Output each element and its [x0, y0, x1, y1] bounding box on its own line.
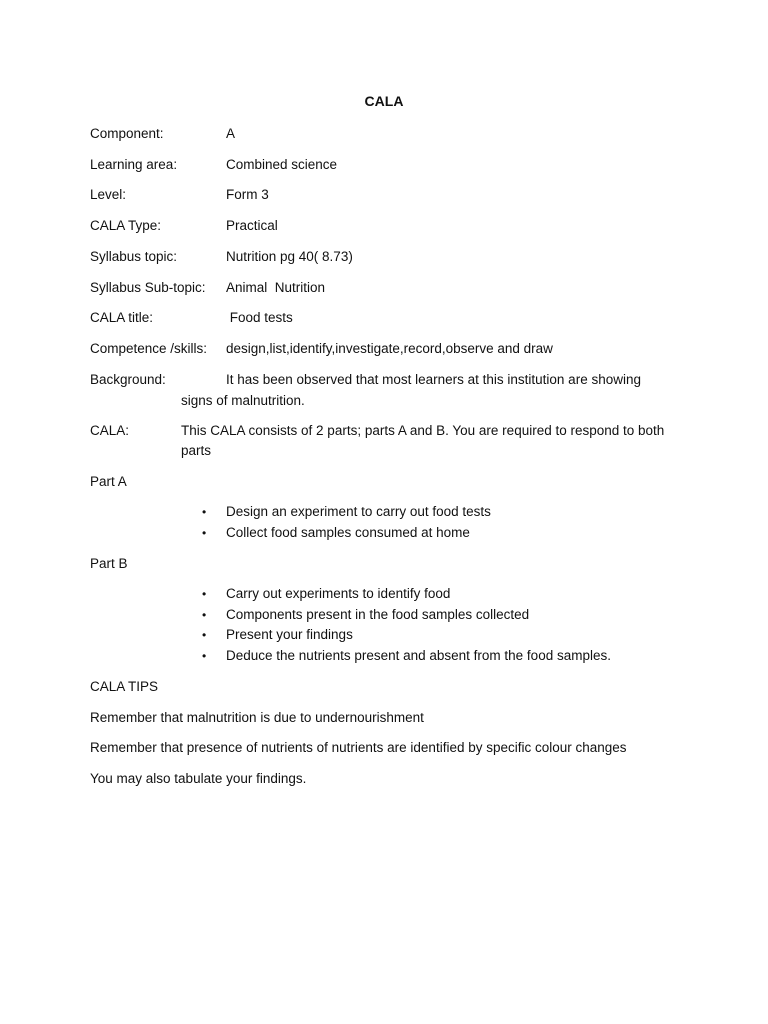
- cala-label: CALA:: [90, 423, 130, 438]
- part-a-list: [200, 502, 491, 543]
- tip-line: Remember that malnutrition is due to undernourishment: [90, 710, 424, 725]
- field-label: Learning area:: [90, 157, 178, 172]
- part-b-heading: Part B: [90, 556, 128, 571]
- field-label: Syllabus topic:: [90, 249, 178, 264]
- field-label: Competence /skills:: [90, 341, 208, 356]
- part-b-list: [200, 584, 611, 666]
- tip-line: Remember that presence of nutrients of nutrients are identified by specific colour changes: [90, 740, 627, 755]
- list-item: [200, 584, 611, 605]
- list-item-text: Deduce the nutrients present and absent from the food samples.: [226, 647, 611, 663]
- field-label: CALA title:: [90, 310, 154, 325]
- cala-text-line1: This CALA consists of 2 parts; parts A and B. You are required to respond to both: [181, 423, 665, 438]
- bullet-icon: •: [202, 628, 207, 642]
- field-value: Practical: [226, 218, 278, 233]
- list-item-text: Design an experiment to carry out food tests: [226, 504, 491, 519]
- field-value: Animal Nutrition: [226, 280, 326, 295]
- part-a-heading: Part A: [90, 474, 127, 489]
- field-value: Food tests: [226, 310, 293, 325]
- field-value: Nutrition pg 40( 8.73): [226, 249, 353, 264]
- bullet-icon: •: [202, 648, 207, 663]
- bullet-icon: •: [202, 505, 207, 519]
- tip-line: You may also tabulate your findings.: [90, 771, 307, 786]
- list-item: [200, 625, 611, 646]
- document-title: CALA: [364, 93, 404, 109]
- field-label: Level:: [90, 187, 127, 202]
- list-item-text: Carry out experiments to identify food: [226, 586, 451, 601]
- list-item-text: Collect food samples consumed at home: [226, 524, 470, 540]
- bullet-icon: •: [202, 525, 207, 540]
- list-item: [200, 605, 611, 626]
- tips-heading: CALA TIPS: [90, 679, 159, 694]
- background-text-line2: signs of malnutrition.: [181, 393, 305, 408]
- list-item-text: Components present in the food samples collected: [226, 606, 530, 622]
- field-value: A: [226, 126, 236, 141]
- field-value: Combined science: [226, 157, 338, 172]
- field-label: Component:: [90, 126, 164, 141]
- list-item: [200, 502, 491, 523]
- field-value: Form 3: [226, 187, 269, 202]
- background-text-line1: It has been observed that most learners at this institution are showing: [226, 372, 641, 387]
- field-label: Syllabus Sub-topic:: [90, 280, 206, 295]
- list-item-text: Present your findings: [226, 627, 353, 642]
- field-value: design,list,identify,investigate,record,observe and draw: [226, 341, 553, 356]
- list-item: [200, 523, 491, 544]
- background-label: Background:: [90, 372, 166, 387]
- bullet-icon: •: [202, 587, 207, 601]
- cala-text-line2: parts: [181, 443, 212, 458]
- list-item: [200, 646, 611, 667]
- field-label: CALA Type:: [90, 218, 162, 233]
- bullet-icon: •: [202, 607, 207, 622]
